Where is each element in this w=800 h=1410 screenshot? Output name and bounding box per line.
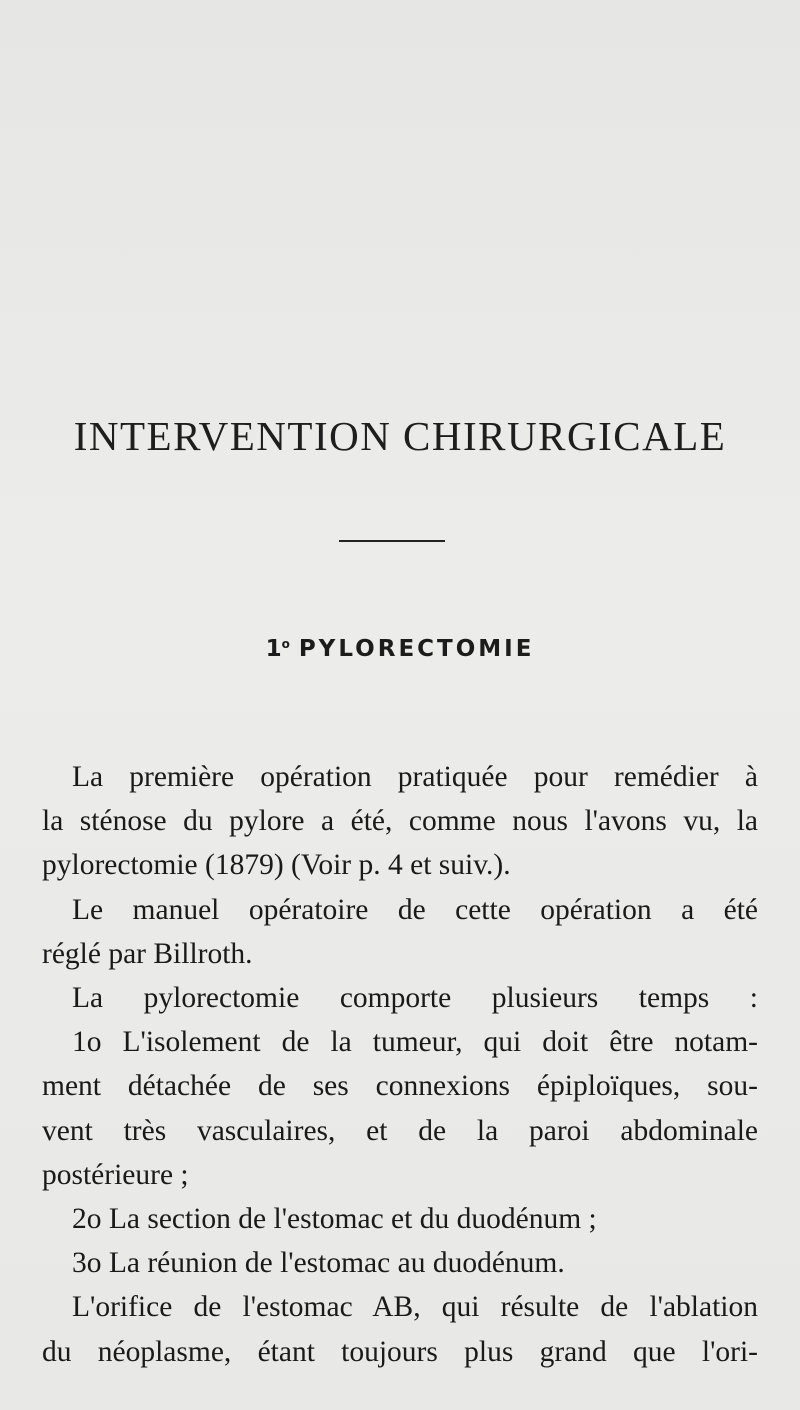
text-line: 1o L'isolement de la tumeur, qui doit être notam- [72, 1026, 758, 1059]
section-ordinal-mark: o [281, 637, 293, 651]
text-line: pylorectomie (1879) (Voir p. 4 et suiv.). [42, 849, 511, 882]
section-title [0, 636, 800, 662]
body-text [42, 755, 758, 1374]
text-line: 3o La réunion de l'estomac au duodénum. [72, 1247, 565, 1280]
text-line: postérieure ; [42, 1158, 189, 1191]
section-number: 1 [265, 636, 282, 662]
text-line: Le manuel opératoire de cette opération a été [72, 893, 758, 926]
text-line: du néoplasme, étant toujours plus grand que l'ori- [42, 1335, 758, 1368]
title-divider [339, 540, 445, 542]
text-line: La première opération pratiquée pour remédier à [72, 761, 758, 793]
text-line: réglé par Billroth. [42, 937, 253, 970]
text-line: vent très vasculaires, et de la paroi abdominale [42, 1114, 758, 1147]
text-line: la sténose du pylore a été, comme nous l'avons vu, la [42, 805, 758, 838]
section-title-text: PYLORECTOMIE [298, 636, 535, 662]
text-line: ment détachée de ses connexions épiploïques, sou- [42, 1070, 758, 1103]
text-line: La pylorectomie comporte plusieurs temps : [72, 982, 758, 1015]
text-line: L'orifice de l'estomac AB, qui résulte de l'ablation [72, 1291, 758, 1324]
text-line: 2o La section de l'estomac et du duodénum ; [72, 1203, 597, 1236]
chapter-title: INTERVENTION CHIRURGICALE [73, 413, 727, 459]
